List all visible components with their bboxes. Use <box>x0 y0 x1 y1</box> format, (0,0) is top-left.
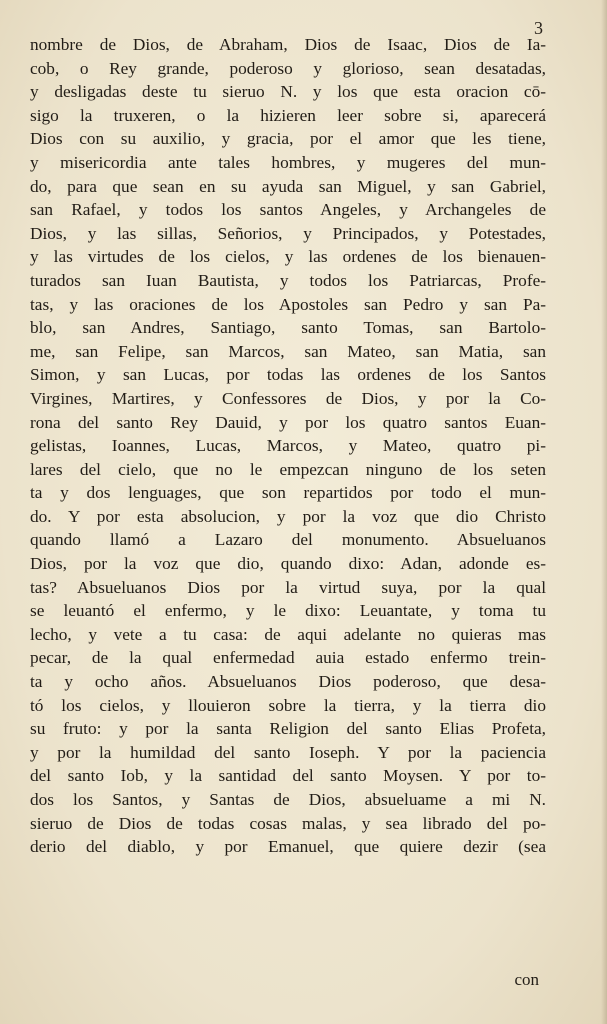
text-line: dos los Santos, y Santas de Dios, absueluame a mi N. <box>30 790 546 809</box>
text-line: su fruto: y por la santa Religion del santo Elias Profeta, <box>30 719 546 739</box>
page-number: 3 <box>534 18 543 38</box>
text-line: cob, o Rey grande, poderoso y glorioso, sean desatadas, <box>30 58 546 78</box>
catchword: con <box>514 970 539 989</box>
text-line: Dios, por la voz que dio, quando dixo: Adan, adonde es- <box>30 554 546 574</box>
text-line: derio del diablo, y por Emanuel, que quiere dezir (sea <box>30 837 546 857</box>
text-line: lecho, y vete a tu casa: de aqui adelante no quieras mas <box>30 624 546 644</box>
text-line: tó los cielos, y llouieron sobre la tierra, y la tierra dio <box>30 695 546 715</box>
text-line: gelistas, Ioannes, Lucas, Marcos, y Mateo, quatro pi- <box>30 436 546 456</box>
text-line: y desligadas deste tu sieruo N. y los que esta oracion cō- <box>30 82 546 102</box>
text-line: nombre de Dios, de Abraham, Dios de Isaac, Dios de Ia- <box>30 35 546 54</box>
text-line: me, san Felipe, san Marcos, san Mateo, san Matia, san <box>30 341 546 361</box>
text-line: ta y ocho años. Absueluanos Dios poderoso, que desa- <box>30 672 546 692</box>
text-line: y por la humildad del santo Ioseph. Y por la paciencia <box>30 742 546 762</box>
text-line: san Rafael, y todos los santos Angeles, y Archangeles de <box>30 200 546 220</box>
body-text <box>30 33 546 859</box>
text-line: Simon, y san Lucas, por todas las ordenes de los Santos <box>30 365 546 385</box>
text-line: se leuantó el enfermo, y le dixo: Leuantate, y toma tu <box>30 601 546 621</box>
text-line: sigo la truxeren, o la hizieren leer sobre si, aparecerá <box>30 105 546 125</box>
text-line: quando llamó a Lazaro del monumento. Absueluanos <box>30 530 546 550</box>
text-line: tas? Absueluanos Dios por la virtud suya, por la qual <box>30 577 546 597</box>
text-line: y misericordia ante tales hombres, y mugeres del mun- <box>30 152 546 172</box>
text-line: y las virtudes de los cielos, y las ordenes de los bienauen- <box>30 247 546 267</box>
text-line: rona del santo Rey Dauid, y por los quatro santos Euan- <box>30 412 546 432</box>
text-line: Dios, y las sillas, Señorios, y Principados, y Potestades, <box>30 223 546 243</box>
text-line: Dios con su auxilio, y gracia, por el amor que les tiene, <box>30 129 546 149</box>
text-line: sieruo de Dios de todas cosas malas, y sea librado del po- <box>30 813 546 833</box>
text-line: do, para que sean en su ayuda san Miguel, y san Gabriel, <box>30 176 546 196</box>
text-line: turados san Iuan Bautista, y todos los Patriarcas, Profe- <box>30 270 546 290</box>
text-line: blo, san Andres, Santiago, santo Tomas, san Bartolo- <box>30 318 546 338</box>
text-line: do. Y por esta absolucion, y por la voz que dio Christo <box>30 506 546 526</box>
text-line: Virgines, Martires, y Confessores de Dios, y por la Co- <box>30 388 546 408</box>
text-line: lares del cielo, que no le empezcan ninguno de los seten <box>30 459 546 479</box>
text-line: tas, y las oraciones de los Apostoles san Pedro y san Pa- <box>30 294 546 314</box>
text-line: ta y dos lenguages, que son repartidos por todo el mun- <box>30 483 546 503</box>
text-line: del santo Iob, y la santidad del santo Moysen. Y por to- <box>30 766 546 786</box>
page-edge-shadow <box>601 0 607 1024</box>
text-line: pecar, de la qual enfermedad auia estado enfermo trein- <box>30 648 546 668</box>
